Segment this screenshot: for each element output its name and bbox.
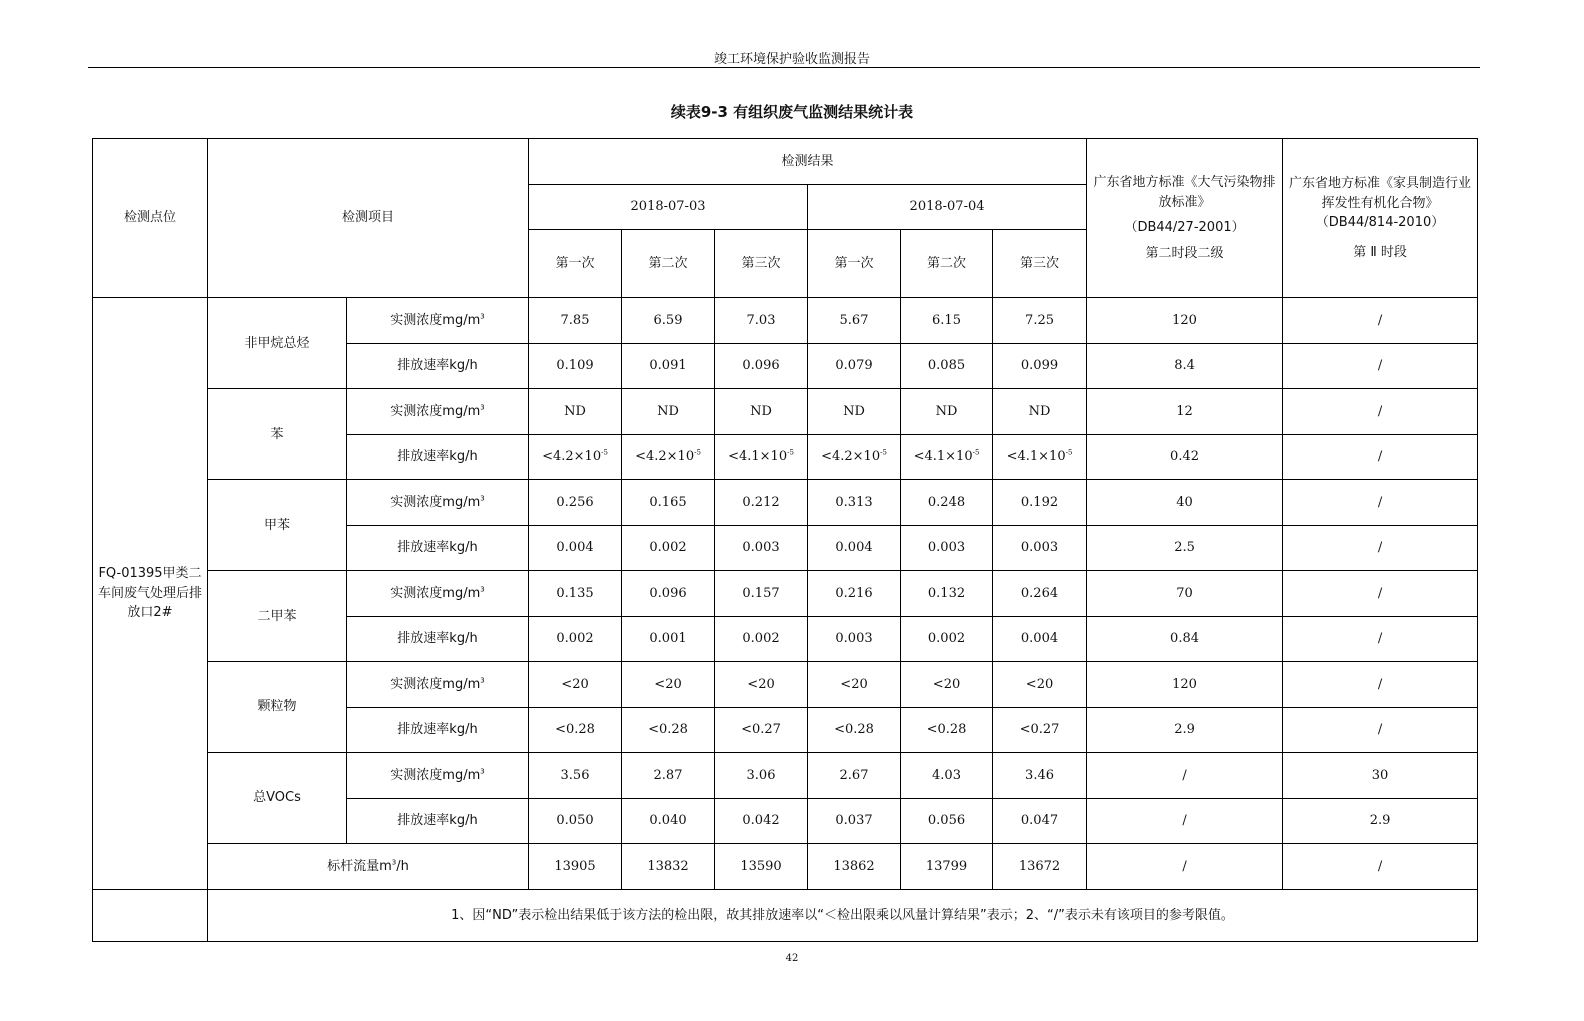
flow-value: 13905 xyxy=(529,844,622,889)
metric-concentration-text: 实测浓度mg/m xyxy=(390,312,481,328)
value-cell: 3.06 xyxy=(715,753,808,798)
note-text: 1、因“ND”表示检出结果低于该方法的检出限，故其排放速率以“＜检出限乘以风量计算结果”表示；2、“/”表示未有该项目的参考限值。 xyxy=(208,889,1478,941)
value-exponent: -5 xyxy=(601,448,608,457)
value-cell: 0.042 xyxy=(715,798,808,843)
standard-1-limit: / xyxy=(1087,844,1283,889)
value-cell: <20 xyxy=(622,662,715,707)
standard-1-limit: 120 xyxy=(1087,662,1283,707)
value-cell: <0.27 xyxy=(993,707,1087,752)
metric-rate-label xyxy=(347,434,529,479)
standard-2-limit: / xyxy=(1283,662,1478,707)
value-base: <4.1×10 xyxy=(728,449,788,465)
value-cell: 0.002 xyxy=(715,616,808,661)
time-5: 第二次 xyxy=(901,230,993,298)
value-cell: <0.28 xyxy=(622,707,715,752)
value-cell: 0.165 xyxy=(622,480,715,525)
value-cell: 7.85 xyxy=(529,298,622,343)
metric-concentration-label xyxy=(347,480,529,525)
value-cell: 0.132 xyxy=(901,571,993,616)
value-cell: 0.091 xyxy=(622,343,715,388)
value-cell: ND xyxy=(993,389,1087,434)
metric-concentration-label xyxy=(347,571,529,616)
value-cell: 0.002 xyxy=(622,525,715,570)
value-exponent: -5 xyxy=(694,448,701,457)
pollutant-name: 二甲苯 xyxy=(208,571,347,662)
value-exponent: -5 xyxy=(787,448,794,457)
value-cell: <20 xyxy=(901,662,993,707)
value-cell: 0.248 xyxy=(901,480,993,525)
table-row xyxy=(93,298,1478,343)
value-cell: 0.001 xyxy=(622,616,715,661)
standard-1-limit: 8.4 xyxy=(1087,343,1283,388)
value-cell: 0.096 xyxy=(715,343,808,388)
pollutant-name: 颗粒物 xyxy=(208,662,347,753)
value-exponent: -5 xyxy=(1065,448,1073,457)
time-6: 第三次 xyxy=(993,230,1087,298)
value-base: <4.2×10 xyxy=(542,449,602,465)
value-cell: ND xyxy=(715,389,808,434)
value-cell: 2.87 xyxy=(622,753,715,798)
standard-1-limit: 120 xyxy=(1087,298,1283,343)
value-cell: 3.56 xyxy=(529,753,622,798)
standard-2-limit: / xyxy=(1283,844,1478,889)
std1-line2: （DB44/27-2001） xyxy=(1124,220,1245,236)
location-cell: FQ-01395甲类二车间废气处理后排放口2# xyxy=(93,298,208,889)
value-cell: 0.003 xyxy=(808,616,901,661)
metric-concentration-text: 实测浓度mg/m xyxy=(390,767,481,783)
standard-2-limit: / xyxy=(1283,480,1478,525)
standard-2-limit: / xyxy=(1283,525,1478,570)
table-row xyxy=(93,389,1478,434)
metric-rate-label xyxy=(347,616,529,661)
value-cell: 0.313 xyxy=(808,480,901,525)
value-cell xyxy=(529,434,622,479)
value-cell: 0.135 xyxy=(529,571,622,616)
standard-1-limit: / xyxy=(1087,753,1283,798)
flow-label-text: 标杆流量m xyxy=(327,858,392,874)
value-cell xyxy=(808,434,901,479)
value-cell: ND xyxy=(529,389,622,434)
value-exponent: -5 xyxy=(972,448,980,457)
page-number: 42 xyxy=(785,953,799,964)
standard-2-limit: / xyxy=(1283,434,1478,479)
metric-concentration-label xyxy=(347,389,529,434)
value-base: <4.2×10 xyxy=(635,449,695,465)
metric-rate-label xyxy=(347,343,529,388)
value-cell: 0.004 xyxy=(529,525,622,570)
value-cell: 0.192 xyxy=(993,480,1087,525)
date-2: 2018-07-04 xyxy=(808,185,1087,230)
value-cell: 0.003 xyxy=(901,525,993,570)
std2-line2: 第 Ⅱ 时段 xyxy=(1353,244,1407,260)
note-empty-cell xyxy=(93,889,208,941)
pollutant-name: 苯 xyxy=(208,389,347,480)
value-cell: <0.28 xyxy=(529,707,622,752)
table-caption: 续表9-3 有组织废气监测结果统计表 xyxy=(670,103,914,121)
value-cell: 0.256 xyxy=(529,480,622,525)
flow-value: 13832 xyxy=(622,844,715,889)
metric-rate-text: 排放速率kg/h xyxy=(397,449,478,465)
metric-rate-label xyxy=(347,707,529,752)
standard-2-limit: / xyxy=(1283,707,1478,752)
standard-2-limit: / xyxy=(1283,571,1478,616)
metric-concentration-unit-exp: 3 xyxy=(480,403,485,412)
standard-1-limit: 0.42 xyxy=(1087,434,1283,479)
standard-1-limit: 2.5 xyxy=(1087,525,1283,570)
value-cell: 0.264 xyxy=(993,571,1087,616)
standard-1-limit: / xyxy=(1087,798,1283,843)
standard-1-limit: 2.9 xyxy=(1087,707,1283,752)
header-standard-db44-814 xyxy=(1283,139,1478,298)
header-item: 检测项目 xyxy=(208,139,529,298)
value-cell: 0.037 xyxy=(808,798,901,843)
metric-rate-text: 排放速率kg/h xyxy=(397,358,478,374)
metric-rate-label xyxy=(347,525,529,570)
metric-rate-text: 排放速率kg/h xyxy=(397,722,478,738)
standard-2-limit: / xyxy=(1283,298,1478,343)
value-cell xyxy=(715,434,808,479)
table-row xyxy=(93,480,1478,525)
value-cell: 0.079 xyxy=(808,343,901,388)
metric-concentration-unit-exp: 3 xyxy=(480,494,485,503)
standard-1-limit: 70 xyxy=(1087,571,1283,616)
time-4: 第一次 xyxy=(808,230,901,298)
value-cell: 0.216 xyxy=(808,571,901,616)
metric-concentration-label xyxy=(347,753,529,798)
value-cell xyxy=(993,434,1087,479)
value-cell: <0.27 xyxy=(715,707,808,752)
flow-value: 13672 xyxy=(993,844,1087,889)
pollutant-name: 甲苯 xyxy=(208,480,347,571)
value-cell: 2.67 xyxy=(808,753,901,798)
metric-concentration-unit-exp: 3 xyxy=(480,676,485,685)
value-cell: <20 xyxy=(715,662,808,707)
table-body xyxy=(93,139,1478,942)
std2-line1: 广东省地方标准《家具制造行业挥发性有机化合物》（DB44/814-2010） xyxy=(1289,176,1472,231)
value-cell: 7.03 xyxy=(715,298,808,343)
standard-2-limit: 30 xyxy=(1283,753,1478,798)
time-1: 第一次 xyxy=(529,230,622,298)
value-cell: <0.28 xyxy=(808,707,901,752)
value-cell: 0.212 xyxy=(715,480,808,525)
value-cell: 0.004 xyxy=(993,616,1087,661)
flow-label-suffix: /h xyxy=(396,858,409,874)
standard-2-limit: / xyxy=(1283,343,1478,388)
metric-concentration-unit-exp: 3 xyxy=(480,767,485,776)
flow-value: 13799 xyxy=(901,844,993,889)
metric-concentration-unit-exp: 3 xyxy=(480,585,485,594)
standard-2-limit: 2.9 xyxy=(1283,798,1478,843)
value-cell: 0.003 xyxy=(993,525,1087,570)
metric-concentration-label xyxy=(347,662,529,707)
metric-rate-text: 排放速率kg/h xyxy=(397,540,478,556)
value-cell: ND xyxy=(901,389,993,434)
value-cell: 0.002 xyxy=(901,616,993,661)
value-cell: 3.46 xyxy=(993,753,1087,798)
flow-value: 13862 xyxy=(808,844,901,889)
note-row xyxy=(93,889,1478,941)
metric-concentration-unit-exp: 3 xyxy=(480,312,485,321)
value-cell: ND xyxy=(622,389,715,434)
header-row-1 xyxy=(93,139,1478,185)
header-standard-db44-27 xyxy=(1087,139,1283,298)
value-cell xyxy=(622,434,715,479)
header-results: 检测结果 xyxy=(529,139,1087,185)
header-divider xyxy=(88,67,1480,68)
value-cell: 0.157 xyxy=(715,571,808,616)
value-base: <4.1×10 xyxy=(1006,449,1066,465)
value-cell: <20 xyxy=(808,662,901,707)
table-row xyxy=(93,571,1478,616)
value-cell: 0.056 xyxy=(901,798,993,843)
value-cell: 0.040 xyxy=(622,798,715,843)
value-cell: 0.004 xyxy=(808,525,901,570)
std1-line3: 第二时段二级 xyxy=(1145,245,1224,261)
date-1: 2018-07-03 xyxy=(529,185,808,230)
time-2: 第二次 xyxy=(622,230,715,298)
metric-rate-text: 排放速率kg/h xyxy=(397,631,478,647)
metric-rate-text: 排放速率kg/h xyxy=(397,813,478,829)
value-cell: 7.25 xyxy=(993,298,1087,343)
std1-line1: 广东省地方标准《大气污染物排放标准》 xyxy=(1093,175,1276,210)
metric-concentration-text: 实测浓度mg/m xyxy=(390,403,481,419)
value-cell: 0.085 xyxy=(901,343,993,388)
header-location: 检测点位 xyxy=(93,139,208,298)
standard-1-limit: 0.84 xyxy=(1087,616,1283,661)
value-base: <4.1×10 xyxy=(913,449,973,465)
standard-1-limit: 40 xyxy=(1087,480,1283,525)
value-cell: <20 xyxy=(993,662,1087,707)
value-cell: 6.59 xyxy=(622,298,715,343)
value-cell xyxy=(901,434,993,479)
value-cell: <20 xyxy=(529,662,622,707)
pollutant-name: 非甲烷总烃 xyxy=(208,298,347,389)
standard-1-limit: 12 xyxy=(1087,389,1283,434)
value-cell: 0.096 xyxy=(622,571,715,616)
value-cell: ND xyxy=(808,389,901,434)
time-3: 第三次 xyxy=(715,230,808,298)
monitoring-results-table xyxy=(92,138,1478,942)
table-row xyxy=(93,662,1478,707)
value-cell: 0.002 xyxy=(529,616,622,661)
flow-value: 13590 xyxy=(715,844,808,889)
metric-rate-label xyxy=(347,798,529,843)
flow-label-exp: 3 xyxy=(391,858,397,867)
metric-concentration-text: 实测浓度mg/m xyxy=(390,676,481,692)
value-exponent: -5 xyxy=(880,448,887,457)
report-header-title: 竣工环境保护验收监测报告 xyxy=(713,52,870,67)
value-base: <4.2×10 xyxy=(821,449,881,465)
value-cell: 0.099 xyxy=(993,343,1087,388)
metric-concentration-text: 实测浓度mg/m xyxy=(390,585,481,601)
metric-concentration-label xyxy=(347,298,529,343)
value-cell: 0.047 xyxy=(993,798,1087,843)
value-cell: 0.050 xyxy=(529,798,622,843)
value-cell: 5.67 xyxy=(808,298,901,343)
value-cell: 6.15 xyxy=(901,298,993,343)
flow-label xyxy=(208,844,529,889)
table-row xyxy=(93,753,1478,798)
value-cell: <0.28 xyxy=(901,707,993,752)
value-cell: 0.109 xyxy=(529,343,622,388)
value-cell: 0.003 xyxy=(715,525,808,570)
flow-row xyxy=(93,844,1478,889)
value-cell: 4.03 xyxy=(901,753,993,798)
pollutant-name: 总VOCs xyxy=(208,753,347,844)
standard-2-limit: / xyxy=(1283,616,1478,661)
metric-concentration-text: 实测浓度mg/m xyxy=(390,494,481,510)
standard-2-limit: / xyxy=(1283,389,1478,434)
